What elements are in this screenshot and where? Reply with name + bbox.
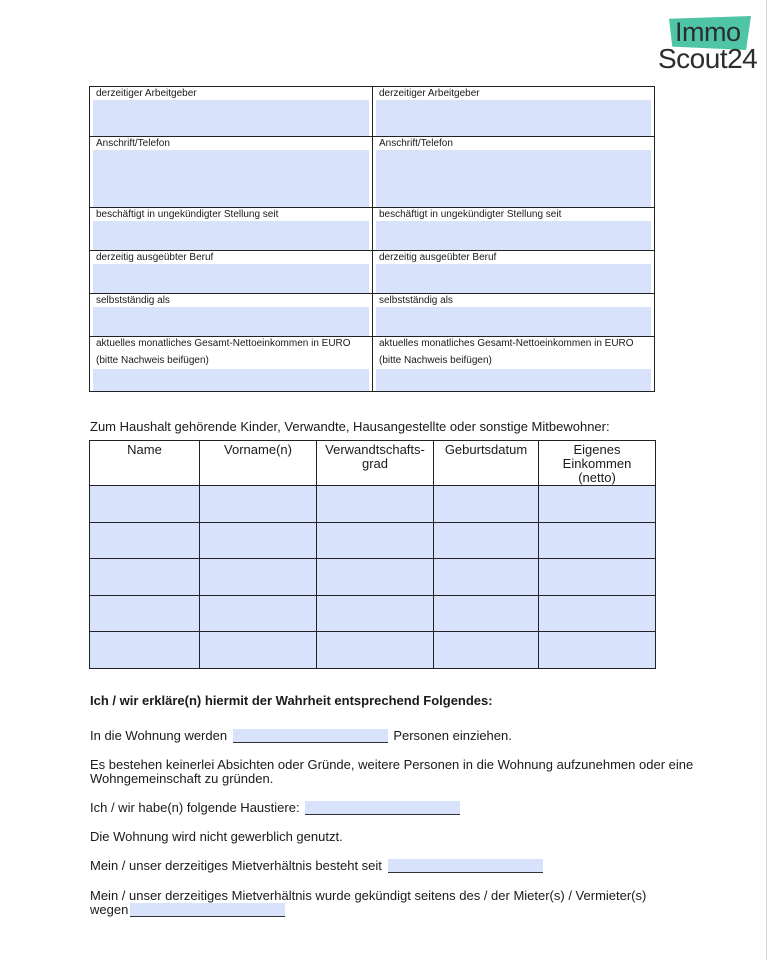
field-label: aktuelles monatliches Gesamt-Nettoeinkommen in EURO (379, 338, 634, 349)
field-label: aktuelles monatliches Gesamt-Nettoeinkommen in EURO (96, 338, 351, 349)
employed-since-2-field[interactable] (376, 221, 651, 250)
pets-statement (90, 801, 462, 815)
header-text: Eigenes Einkommen (netto) (562, 442, 632, 485)
own-income-field[interactable] (539, 595, 656, 632)
relationship-field[interactable] (317, 522, 434, 559)
first-names-field[interactable] (200, 559, 317, 596)
table-row (90, 632, 656, 669)
terminated-prefix: wegen (90, 902, 129, 917)
own-income-field[interactable] (539, 486, 656, 523)
birthdate-field[interactable] (434, 559, 539, 596)
first-names-field[interactable] (200, 632, 317, 669)
field-label: derzeitiger Arbeitgeber (379, 88, 480, 99)
own-income-field[interactable] (539, 522, 656, 559)
relationship-field[interactable] (317, 595, 434, 632)
field-label: Anschrift/Telefon (379, 138, 453, 149)
address-phone-2-field[interactable] (376, 150, 651, 207)
name-field[interactable] (90, 486, 200, 523)
table-row (90, 595, 656, 632)
table-row (90, 486, 656, 523)
no-intent-line-1: Es bestehen keinerlei Absichten oder Gründe, weitere Personen in die Wohnung aufzunehmen oder eine (90, 757, 694, 772)
no-intent-statement (90, 758, 693, 786)
birthdate-field[interactable] (434, 632, 539, 669)
own-income-field[interactable] (539, 559, 656, 596)
net-income-2-field[interactable] (376, 369, 651, 391)
relationship-field[interactable] (317, 632, 434, 669)
name-field[interactable] (90, 632, 200, 669)
profession-2-field[interactable] (376, 264, 651, 293)
employer-2-field[interactable] (376, 100, 651, 136)
address-cell-2 (373, 137, 654, 208)
relationship-field[interactable] (317, 559, 434, 596)
logo-text-immo: Immo (675, 17, 741, 47)
name-field[interactable] (90, 595, 200, 632)
profession-cell-1 (90, 251, 373, 294)
employed-since-1-field[interactable] (93, 221, 369, 250)
table-row (90, 522, 656, 559)
column-header-first-names: Vorname(n) (200, 441, 317, 486)
birthdate-field[interactable] (434, 595, 539, 632)
field-label: beschäftigt in ungekündigter Stellung seit (379, 209, 562, 220)
header-text: Verwandtschafts- grad (325, 442, 425, 471)
field-label-note: (bitte Nachweis beifügen) (379, 355, 492, 366)
self-employed-2-field[interactable] (376, 307, 651, 336)
terminated-line-2 (90, 903, 646, 917)
field-label-note: (bitte Nachweis beifügen) (96, 355, 209, 366)
column-header-name: Name (90, 441, 200, 486)
profession-cell-2 (373, 251, 654, 294)
logo-text-scout24: Scout24 (658, 43, 758, 74)
birthdate-field[interactable] (434, 486, 539, 523)
self-employed-cell-1 (90, 294, 373, 337)
employer-1-field[interactable] (93, 100, 369, 136)
column-header-own-income (539, 441, 656, 486)
birthdate-field[interactable] (434, 522, 539, 559)
persons-statement (90, 729, 512, 743)
field-label: derzeitig ausgeübter Beruf (96, 252, 214, 263)
table-row (90, 559, 656, 596)
household-header-row (90, 441, 656, 486)
tenancy-since-field[interactable] (388, 859, 543, 873)
employer-table (89, 86, 655, 392)
tenancy-terminated-statement (90, 889, 646, 917)
immoscout24-logo (657, 14, 759, 76)
column-header-birthdate: Geburtsdatum (434, 441, 539, 486)
address-phone-1-field[interactable] (93, 150, 369, 207)
household-table (89, 440, 656, 669)
first-names-field[interactable] (200, 486, 317, 523)
field-label: selbstständig als (96, 295, 170, 306)
field-label: Anschrift/Telefon (96, 138, 170, 149)
no-intent-line-2: Wohngemeinschaft zu gründen. (90, 771, 274, 786)
persons-prefix: In die Wohnung werden (90, 728, 228, 743)
page-edge-divider (766, 0, 767, 960)
no-commercial-statement: Die Wohnung wird nicht gewerblich genutzt. (90, 829, 343, 844)
persons-suffix: Personen einziehen. (393, 728, 512, 743)
employed-since-cell-2 (373, 208, 654, 251)
household-section-title: Zum Haushalt gehörende Kinder, Verwandte, Hausangestellte oder sonstige Mitbewohner: (90, 419, 610, 434)
net-income-cell-2 (373, 337, 654, 391)
tenancy-since-prefix: Mein / unser derzeitiges Mietverhältnis besteht seit (90, 858, 382, 873)
self-employed-cell-2 (373, 294, 654, 337)
persons-count-field[interactable] (233, 729, 388, 743)
first-names-field[interactable] (200, 522, 317, 559)
own-income-field[interactable] (539, 632, 656, 669)
field-label: beschäftigt in ungekündigter Stellung seit (96, 209, 279, 220)
employer-cell-1 (90, 87, 373, 137)
address-cell-1 (90, 137, 373, 208)
declaration-heading: Ich / wir erkläre(n) hiermit der Wahrheit entsprechend Folgendes: (90, 693, 493, 708)
field-label: derzeitig ausgeübter Beruf (379, 252, 497, 263)
employer-cell-2 (373, 87, 654, 137)
termination-reason-field[interactable] (130, 903, 285, 917)
name-field[interactable] (90, 559, 200, 596)
field-label: derzeitiger Arbeitgeber (96, 88, 197, 99)
net-income-cell-1 (90, 337, 373, 391)
pets-field[interactable] (305, 801, 460, 815)
relationship-field[interactable] (317, 486, 434, 523)
name-field[interactable] (90, 522, 200, 559)
field-label: selbstständig als (379, 295, 453, 306)
self-employed-1-field[interactable] (93, 307, 369, 336)
profession-1-field[interactable] (93, 264, 369, 293)
terminated-line-1: Mein / unser derzeitiges Mietverhältnis wurde gekündigt seitens des / der Mieter(s) / Vermieter(s) (90, 888, 647, 903)
column-header-relationship (317, 441, 434, 486)
tenancy-since-statement (90, 859, 545, 873)
first-names-field[interactable] (200, 595, 317, 632)
employed-since-cell-1 (90, 208, 373, 251)
net-income-1-field[interactable] (93, 369, 369, 391)
pets-prefix: Ich / wir habe(n) folgende Haustiere: (90, 800, 300, 815)
